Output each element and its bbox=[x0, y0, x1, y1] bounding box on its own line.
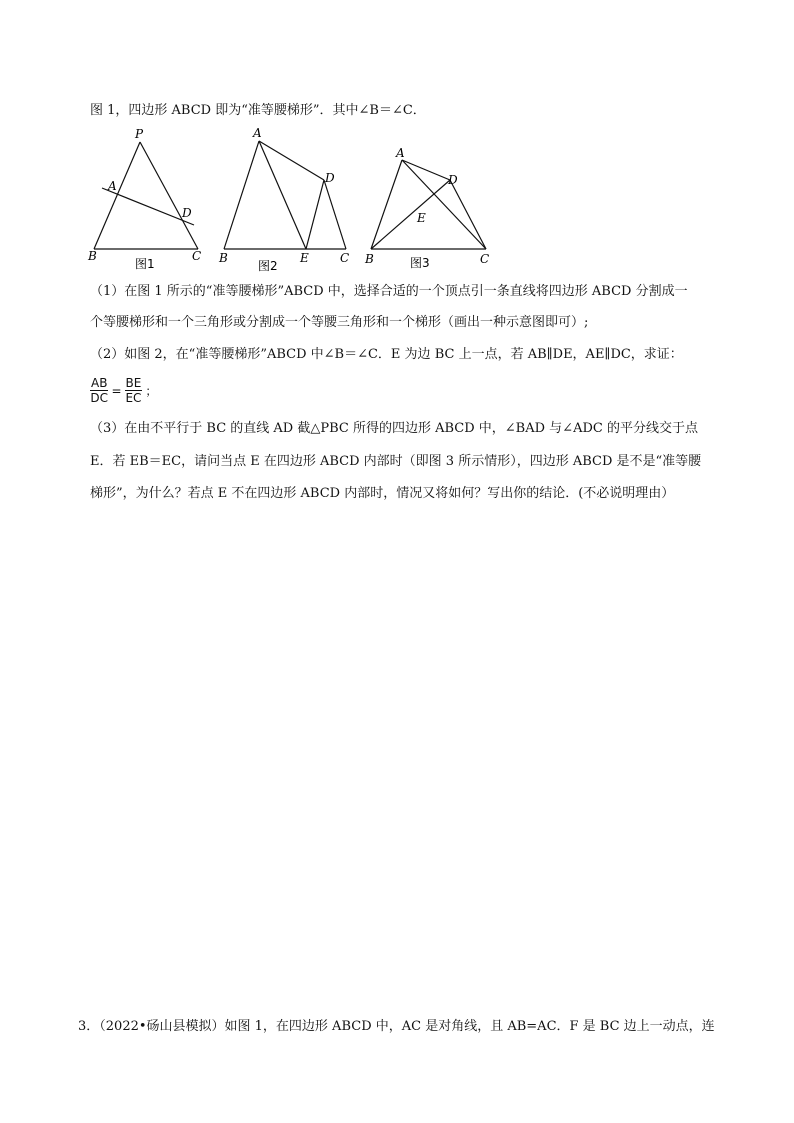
fig3-label-a: A bbox=[396, 146, 405, 160]
next-question-line: 3．（2022•砀山县模拟）如图 1，在四边形 ABCD 中，AC 是对角线，且 AB=AC．F 是 BC 边上一动点，连 bbox=[78, 1019, 715, 1034]
fraction-numerator: BE bbox=[125, 376, 142, 390]
fig2-label-b: B bbox=[219, 251, 228, 265]
fig1-caption: 图1 bbox=[135, 257, 155, 271]
fig2-caption: 图2 bbox=[258, 259, 278, 273]
fraction-be-ec bbox=[125, 376, 143, 405]
intro-line: 图 1，四边形 ABCD 即为“准等腰梯形”．其中∠B＝∠C． bbox=[90, 103, 426, 118]
q2-line-1: （2）如图 2，在“准等腰梯形”ABCD 中∠B＝∠C．E 为边 BC 上一点，若 AB∥DE，AE∥DC，求证： bbox=[90, 347, 683, 362]
fraction-numerator: AB bbox=[91, 376, 108, 390]
equals-sign: = bbox=[111, 383, 122, 398]
fig2-label-a: A bbox=[253, 126, 262, 140]
fig1-label-b: B bbox=[88, 249, 97, 263]
q1-line-2: 个等腰梯形和一个三角形或分割成一个等腰三角形和一个梯形（画出一种示意图即可）; bbox=[90, 315, 589, 330]
geometry-figures bbox=[84, 124, 504, 274]
figure-1 bbox=[94, 142, 198, 249]
fig1-label-a: A bbox=[108, 179, 117, 193]
fig1-label-c: C bbox=[192, 249, 202, 263]
fraction-denominator: DC bbox=[90, 391, 109, 405]
q1-line-1: （1）在图 1 所示的“准等腰梯形”ABCD 中，选择合适的一个顶点引一条直线将四边形 ABCD 分割成一 bbox=[90, 284, 688, 299]
figure-2 bbox=[224, 141, 346, 249]
fraction-denominator: EC bbox=[125, 391, 142, 405]
fig3-caption: 图3 bbox=[410, 256, 430, 270]
q3-line-3: 梯形”，为什么？若点 E 不在四边形 ABCD 内部时，情况又将如何？写出你的结论．(不必说明理由） bbox=[90, 486, 675, 501]
fig3-label-d: D bbox=[448, 173, 458, 187]
figure-3 bbox=[371, 160, 486, 249]
fraction-ab-dc bbox=[90, 376, 108, 405]
q3-line-1: （3）在由不平行于 BC 的直线 AD 截△PBC 所得的四边形 ABCD 中，∠BAD 与∠ADC 的平分线交于点 bbox=[90, 421, 698, 436]
q2-proportion bbox=[90, 376, 160, 405]
semicolon: ； bbox=[145, 384, 158, 398]
fig2-label-d: D bbox=[325, 171, 335, 185]
fig2-label-e: E bbox=[300, 251, 309, 265]
fig3-label-c: C bbox=[480, 252, 490, 266]
fig3-label-e: E bbox=[417, 211, 426, 225]
figures-group bbox=[84, 124, 504, 274]
fig2-label-c: C bbox=[340, 251, 350, 265]
q3-line-2: E．若 EB＝EC，请问当点 E 在四边形 ABCD 内部时（即图 3 所示情形），四边形 ABCD 是不是“准等腰 bbox=[90, 454, 702, 469]
fig1-label-d: D bbox=[182, 206, 192, 220]
fig1-label-p: P bbox=[135, 127, 144, 141]
fig3-label-b: B bbox=[365, 252, 374, 266]
